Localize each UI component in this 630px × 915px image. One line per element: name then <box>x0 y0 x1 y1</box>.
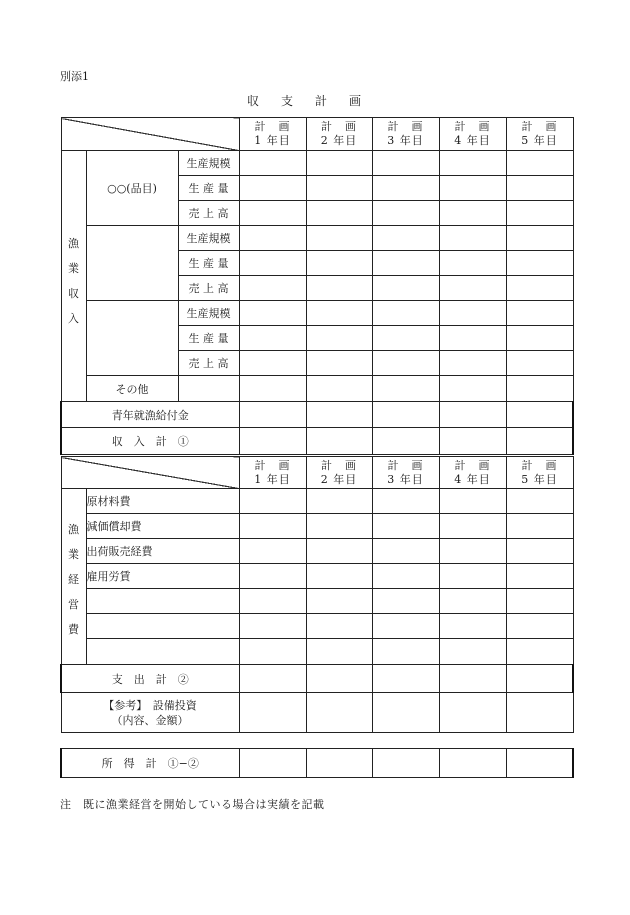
year-header: 計 画 3 年目 <box>372 118 439 151</box>
reference-label: 【参考】 設備投資 （内容、金額） <box>61 693 239 733</box>
youth-subsidy-label: 青年就漁給付金 <box>61 402 239 428</box>
diagonal-header-cell <box>61 457 239 489</box>
data-cell[interactable] <box>439 749 506 778</box>
data-cell[interactable] <box>239 514 306 539</box>
data-cell[interactable] <box>306 614 372 639</box>
data-cell[interactable] <box>439 564 506 589</box>
data-cell[interactable] <box>439 251 506 276</box>
data-cell[interactable] <box>372 614 439 639</box>
data-cell[interactable] <box>372 226 439 251</box>
expense-item-label: 原材料費 <box>86 489 239 514</box>
year-header: 計 画 4 年目 <box>439 118 506 151</box>
data-cell[interactable] <box>372 589 439 614</box>
metric-label: 売 上 高 <box>178 201 239 226</box>
data-cell[interactable] <box>306 201 372 226</box>
data-cell[interactable] <box>239 539 306 564</box>
year-header: 計 画 3 年目 <box>372 457 439 489</box>
data-cell[interactable] <box>506 514 573 539</box>
data-cell[interactable] <box>439 614 506 639</box>
data-cell[interactable] <box>372 276 439 301</box>
metric-label: 生 産 量 <box>178 176 239 201</box>
data-cell[interactable] <box>239 351 306 376</box>
data-cell[interactable] <box>439 201 506 226</box>
data-cell[interactable] <box>506 589 573 614</box>
expense-header-row <box>61 457 573 489</box>
data-cell[interactable] <box>306 151 372 176</box>
metric-label: 売 上 高 <box>178 351 239 376</box>
metric-label: 生 産 量 <box>178 326 239 351</box>
data-cell[interactable] <box>439 639 506 665</box>
data-cell[interactable] <box>439 402 506 428</box>
net-income-row <box>61 749 573 778</box>
data-cell[interactable] <box>239 301 306 326</box>
page-title: 収支計画 <box>246 94 383 108</box>
data-cell[interactable] <box>306 226 372 251</box>
year-header: 計 画 5 年目 <box>506 118 573 151</box>
data-cell[interactable] <box>506 639 573 665</box>
data-cell[interactable] <box>306 351 372 376</box>
other-item-label: その他 <box>86 376 178 402</box>
data-cell[interactable] <box>439 376 506 402</box>
data-cell[interactable] <box>239 639 306 665</box>
expense-total-label: 支 出 計 ② <box>61 665 239 693</box>
data-cell[interactable] <box>239 326 306 351</box>
expense-item-label: 減価償却費 <box>86 514 239 539</box>
data-cell[interactable] <box>506 376 573 402</box>
data-cell[interactable] <box>239 749 306 778</box>
data-cell[interactable] <box>239 226 306 251</box>
data-cell[interactable] <box>439 539 506 564</box>
data-cell[interactable] <box>239 276 306 301</box>
data-cell[interactable] <box>506 539 573 564</box>
data-cell[interactable] <box>506 428 573 455</box>
income-table <box>60 117 574 455</box>
data-cell[interactable] <box>306 376 372 402</box>
data-cell[interactable] <box>372 749 439 778</box>
other-metric-cell[interactable] <box>178 376 239 402</box>
data-cell[interactable] <box>439 693 506 733</box>
data-cell[interactable] <box>239 665 306 693</box>
data-cell[interactable] <box>439 276 506 301</box>
income-category-label: 漁 業 収 入 <box>61 151 86 402</box>
data-cell[interactable] <box>306 402 372 428</box>
data-cell[interactable] <box>439 151 506 176</box>
data-cell[interactable] <box>239 176 306 201</box>
data-cell[interactable] <box>439 226 506 251</box>
data-cell[interactable] <box>306 489 372 514</box>
data-cell[interactable] <box>239 589 306 614</box>
data-cell[interactable] <box>372 326 439 351</box>
data-cell[interactable] <box>239 376 306 402</box>
expense-item-label[interactable] <box>86 639 239 665</box>
data-cell[interactable] <box>506 564 573 589</box>
data-cell[interactable] <box>506 326 573 351</box>
data-cell[interactable] <box>506 151 573 176</box>
data-cell[interactable] <box>439 514 506 539</box>
data-cell[interactable] <box>439 489 506 514</box>
data-cell[interactable] <box>306 564 372 589</box>
data-cell[interactable] <box>506 251 573 276</box>
data-cell[interactable] <box>506 665 573 693</box>
expense-item-label[interactable] <box>86 614 239 639</box>
data-cell[interactable] <box>506 614 573 639</box>
youth-subsidy-row <box>61 402 573 428</box>
data-cell[interactable] <box>372 176 439 201</box>
attachment-label: 別添1 <box>60 70 89 83</box>
year-header: 計 画 5 年目 <box>506 457 573 489</box>
data-cell[interactable] <box>239 251 306 276</box>
data-cell[interactable] <box>239 201 306 226</box>
data-cell[interactable] <box>372 201 439 226</box>
metric-label: 売 上 高 <box>178 276 239 301</box>
year-header: 計 画 2 年目 <box>306 457 372 489</box>
data-cell[interactable] <box>239 428 306 455</box>
data-cell[interactable] <box>306 693 372 733</box>
data-cell[interactable] <box>306 301 372 326</box>
data-cell[interactable] <box>372 665 439 693</box>
data-cell[interactable] <box>372 251 439 276</box>
data-cell[interactable] <box>239 693 306 733</box>
data-cell[interactable] <box>306 665 372 693</box>
metric-label: 生産規模 <box>178 226 239 251</box>
year-header: 計 画 4 年目 <box>439 457 506 489</box>
expense-total-row <box>61 665 573 693</box>
data-cell[interactable] <box>239 151 306 176</box>
expense-item-label: 出荷販売経費 <box>86 539 239 564</box>
data-cell[interactable] <box>306 251 372 276</box>
data-cell[interactable] <box>439 176 506 201</box>
data-cell[interactable] <box>506 276 573 301</box>
data-cell[interactable] <box>372 489 439 514</box>
reference-row <box>61 693 573 733</box>
data-cell[interactable] <box>306 276 372 301</box>
data-cell[interactable] <box>506 693 573 733</box>
year-header: 計 画 2 年目 <box>306 118 372 151</box>
item-name: ○○(品目) <box>86 151 178 226</box>
data-cell[interactable] <box>239 489 306 514</box>
expense-item-label: 雇用労賃 <box>86 564 239 589</box>
data-cell[interactable] <box>306 589 372 614</box>
data-cell[interactable] <box>506 301 573 326</box>
data-cell[interactable] <box>306 639 372 665</box>
data-cell[interactable] <box>239 614 306 639</box>
data-cell[interactable] <box>506 201 573 226</box>
expense-category-label: 漁 業 経 営 費 <box>61 489 86 665</box>
income-header-row <box>61 118 573 151</box>
metric-label: 生産規模 <box>178 151 239 176</box>
net-income-label: 所 得 計 ①−② <box>61 749 239 778</box>
data-cell[interactable] <box>372 639 439 665</box>
footnote: 注 既に漁業経営を開始している場合は実績を記載 <box>60 798 325 811</box>
data-cell[interactable] <box>506 402 573 428</box>
data-cell[interactable] <box>506 749 573 778</box>
data-cell[interactable] <box>372 151 439 176</box>
item-name[interactable] <box>86 226 178 301</box>
data-cell[interactable] <box>372 514 439 539</box>
item-name[interactable] <box>86 301 178 376</box>
data-cell[interactable] <box>372 351 439 376</box>
data-cell[interactable] <box>439 351 506 376</box>
data-cell[interactable] <box>372 301 439 326</box>
income-total-row <box>61 428 573 455</box>
data-cell[interactable] <box>306 749 372 778</box>
data-cell[interactable] <box>372 376 439 402</box>
data-cell[interactable] <box>372 539 439 564</box>
data-cell[interactable] <box>439 428 506 455</box>
data-cell[interactable] <box>306 176 372 201</box>
data-cell[interactable] <box>239 564 306 589</box>
data-cell[interactable] <box>439 301 506 326</box>
year-header: 計 画 1 年目 <box>239 118 306 151</box>
expense-item-label[interactable] <box>86 589 239 614</box>
expense-table <box>60 456 574 733</box>
data-cell[interactable] <box>372 402 439 428</box>
data-cell[interactable] <box>306 514 372 539</box>
data-cell[interactable] <box>306 539 372 564</box>
metric-label: 生 産 量 <box>178 251 239 276</box>
data-cell[interactable] <box>306 428 372 455</box>
data-cell[interactable] <box>506 176 573 201</box>
data-cell[interactable] <box>372 428 439 455</box>
data-cell[interactable] <box>439 326 506 351</box>
metric-label: 生産規模 <box>178 301 239 326</box>
data-cell[interactable] <box>506 351 573 376</box>
year-header: 計 画 1 年目 <box>239 457 306 489</box>
data-cell[interactable] <box>439 665 506 693</box>
data-cell[interactable] <box>506 226 573 251</box>
data-cell[interactable] <box>239 402 306 428</box>
income-total-label: 収 入 計 ① <box>61 428 239 455</box>
data-cell[interactable] <box>372 564 439 589</box>
data-cell[interactable] <box>306 326 372 351</box>
diagonal-header-cell <box>61 118 239 151</box>
data-cell[interactable] <box>439 589 506 614</box>
data-cell[interactable] <box>506 489 573 514</box>
data-cell[interactable] <box>372 693 439 733</box>
income-total-table <box>60 748 574 778</box>
